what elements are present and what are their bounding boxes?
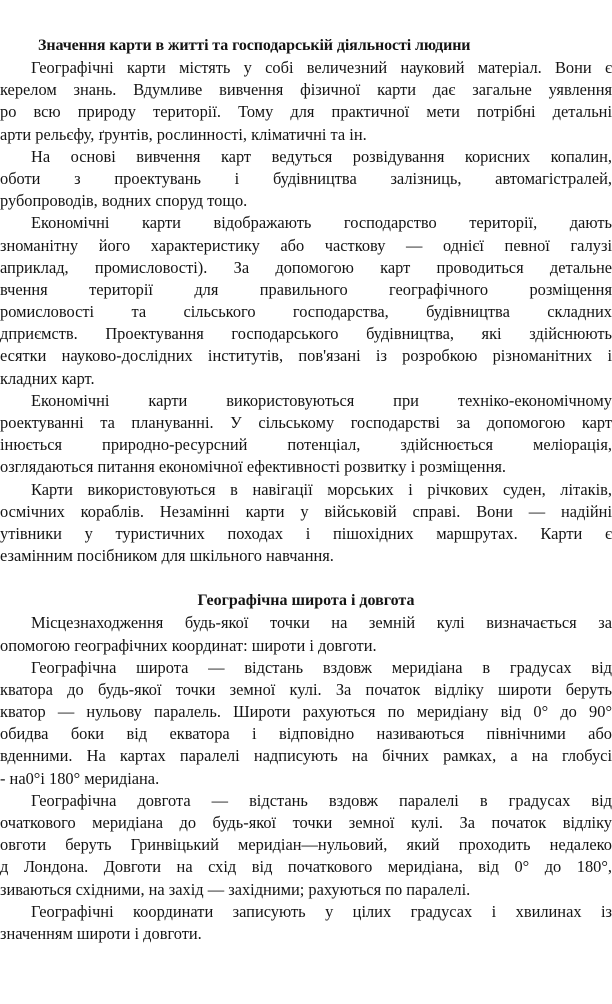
text-line: утівники у туристичних походах і пішохідних маршрутах. Карти є — [0, 523, 612, 543]
paragraph — [0, 901, 612, 945]
paragraph — [0, 146, 612, 213]
text-line: кладних карт. — [0, 368, 95, 388]
text-line: Економічні карти використовуються при техніко-економічному — [31, 390, 612, 410]
text-line: опомогою географічних координат: широти і довготи. — [0, 635, 377, 655]
text-line: рубопроводів, водних споруд тощо. — [0, 191, 248, 211]
text-line: інюється природно-ресурсний потенціал, здійснюється меліорація, — [0, 435, 612, 455]
paragraph — [0, 57, 612, 146]
text-line: априклад, промисловості). За допомогою карт проводиться детальне — [0, 257, 612, 277]
text-line: керелом знань. Вдумливе вивчення фізичної карти дає загальне уявлення — [0, 80, 612, 100]
text-line: очаткового меридіана до будь-якої точки земної кулі. За початок відліку — [0, 813, 612, 832]
text-line: ромисловості та сільського господарства, будівництва складних — [0, 302, 612, 322]
paragraph — [0, 657, 612, 790]
text-line: Місцезнаходження будь-якої точки на земній кулі визначається за — [31, 613, 612, 633]
paragraph — [0, 612, 612, 656]
text-line: вчення території для правильного географічного розміщення — [0, 279, 612, 299]
text-line: Економічні карти відображають господарство території, дають — [31, 213, 612, 233]
document-page — [0, 34, 612, 945]
text-line: зиваються східними, на захід — західними; рахуються по паралелі. — [0, 879, 471, 899]
text-line: арти рельєфу, ґрунтів, рослинності, кліматичні та ін. — [0, 124, 367, 144]
text-line: кватора до будь-якої точки земної кулі. За початок відліку широти беруть — [0, 679, 612, 699]
text-line: осмічних кораблів. Незамінні карти у військовій справі. Вони — надійні — [0, 501, 612, 521]
section-title: Значення карти в житті та господарській діяльності людини — [38, 37, 471, 54]
text-line: - на0°і 180° меридіана. — [0, 768, 160, 788]
paragraph — [0, 479, 612, 568]
text-line: овготи беруть Гринвіцький меридіан—нульовий, який проходить недалеко — [0, 835, 612, 855]
text-line: Карти використовуються в навігації морських і річкових суден, літаків, — [31, 479, 612, 499]
text-line: озглядаються питання економічної ефективності розвитку і розміщення. — [0, 457, 506, 477]
section-title: Географічна широта і довгота — [197, 592, 415, 610]
text-line: роектуванні та плануванні. У сільському господарстві за допомогою карт — [0, 413, 612, 432]
text-line: обидва боки від екватора і відповідно називаються північними або — [0, 724, 612, 744]
text-line: оботи з проектувань і будівництва залізниць, автомагістралей, — [0, 168, 612, 188]
text-line: На основі вивчення карт ведуться розвідування корисних копалин, — [31, 146, 612, 166]
text-line: значенням широти і довготи. — [0, 923, 202, 943]
text-line: езамінним посібником для шкільного навчання. — [0, 546, 334, 566]
text-line: есятки науково-дослідних інститутів, пов'язані із розробкою різноманітних і — [0, 346, 612, 366]
text-line: Географічні координати записують у цілих градусах і хвилинах із — [31, 901, 612, 921]
text-line: Географічна широта — відстань вздовж меридіана в градусах від — [31, 657, 612, 677]
text-line: Географічна довгота — відстань вздовж паралелі в градусах від — [31, 790, 612, 810]
text-line: зноманітну його характеристику або часткову — однієї певної галузі — [0, 235, 612, 255]
paragraph — [0, 212, 612, 390]
text-line: дприємств. Проектування господарського будівництва, які здійснюють — [0, 324, 612, 344]
text-line: д Лондона. Довготи на схід від початкового меридіана, від 0° до 180°, — [0, 857, 612, 877]
text-line: кватор — нульову паралель. Широти рахуються по меридіану від 0° до 90° — [0, 702, 612, 722]
text-line: ро всю природу території. Тому для практичної мети потрібні детальні — [0, 102, 612, 122]
paragraph — [0, 390, 612, 479]
paragraph — [0, 790, 612, 901]
text-line: вденними. На картах паралелі надписують на бічних рамках, а на глобусі — [0, 746, 612, 766]
text-line: Географічні карти містять у собі величезний науковий матеріал. Вони є — [31, 58, 612, 77]
